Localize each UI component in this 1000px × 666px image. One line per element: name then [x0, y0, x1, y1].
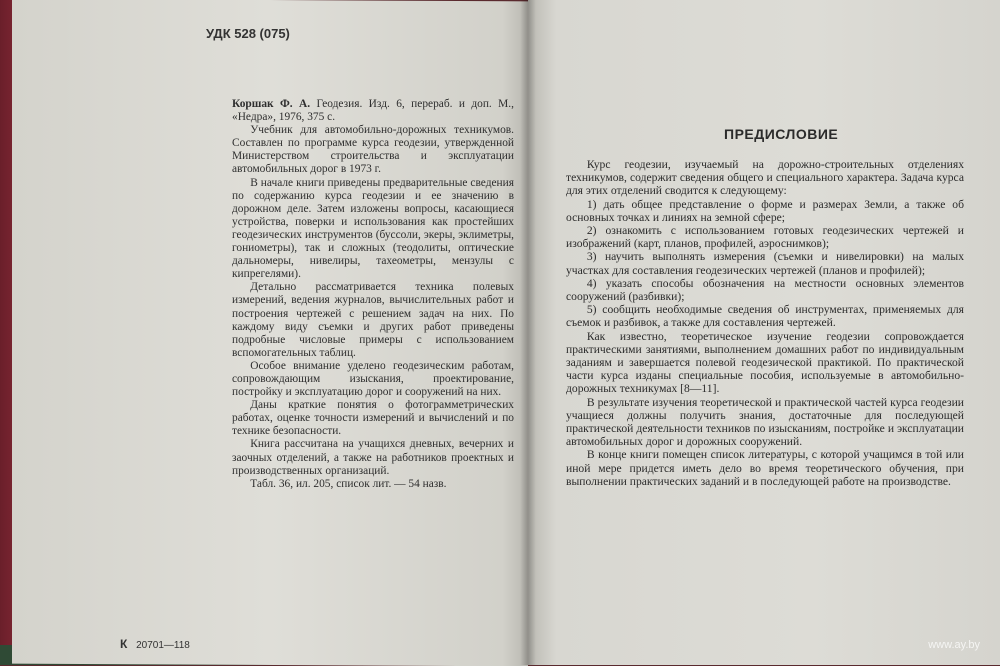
imprint-code: 20701—118 — [136, 640, 190, 651]
preface-list-item: 2) ознакомить с использованием готовых геодезических чертежей и изображений (карт, планов, профилей, аэроснимков); — [566, 224, 964, 251]
book-gutter — [520, 0, 536, 665]
bibliographic-abstract — [232, 98, 514, 491]
preface-paragraph: В результате изучения теоретической и практической частей курса геодезии учащиеся должны получить знания, достаточные для последующей практической деятельности техников по изысканиям, постройке и эксплуатации автомобильных дорог и дорожных сооружений. — [566, 395, 964, 449]
author-name: Коршак Ф. А. — [232, 98, 311, 110]
abstract-paragraph: Даны краткие понятия о фотограмметрических работах, оценке точности измерений и вычислений и по технике безопасности. — [232, 399, 514, 438]
udk-code: УДК 528 (075) — [206, 26, 290, 41]
abstract-stats: Табл. 36, ил. 205, список лит. — 54 назв. — [250, 477, 447, 490]
preface-list-item: 5) сообщить необходимые сведения об инструментах, применяемых для съемок и разбивок, а также для составления чертежей. — [566, 303, 964, 330]
citation-text: Геодезия. Изд. 6, перераб. и доп. М., «Недра», 1976, 375 с. — [232, 98, 514, 124]
citation-line — [232, 98, 514, 124]
abstract-paragraph: Особое внимание уделено геодезическим работам, сопровождающим изыскания, проектирование, постройку и эксплуатацию дорог и сооружений на них. — [232, 359, 514, 399]
preface-body — [566, 158, 964, 488]
preface-list-item: 4) указать способы обозначения на местности основных элементов сооружений (разбивки); — [566, 276, 964, 304]
imprint — [120, 637, 190, 651]
preface-title: ПРЕДИСЛОВИЕ — [724, 126, 839, 142]
abstract-paragraph: В начале книги приведены предварительные сведения по содержанию курса геодезии и ее значению в дорожном деле. Затем изложены вопросы, касающиеся устройства, поверки и использования как простейших геодезических инструментов (буссоли, экеры, эклиметры, гониометры), так и сложных (теодолиты, оптические дальномеры, нивелиры, тахеометры, мензулы с кипрегелями). — [232, 176, 514, 281]
preface-paragraph: В конце книги помещен список литературы, с которой учащимся в той или иной мере придется иметь дело во время теоретического обучения, при выполнении практических заданий и в последующей работе на производстве. — [566, 448, 964, 488]
abstract-paragraph: Детально рассматривается техника полевых измерений, ведения журналов, вычислительных работ и построения чертежей с решением задач на них. По каждому виду съемки и других работ приведены подробные числовые примеры с использованием вспомогательных таблиц. — [232, 281, 514, 359]
abstract-paragraph: Учебник для автомобильно-дорожных техникумов. Составлен по программе курса геодезии, утвержденной Министерством строительства и эксплуатации автомобильных дорог в 1973 г. — [232, 124, 514, 176]
preface-paragraph: Как известно, теоретическое изучение геодезии сопровождается практическими занятиями, выполнением домашних работ по индивидуальным заданиям и завершается полевой геодезической практикой. По практической части курса изданы специальные пособия, используемые в автомобильно-дорожных техникумах [8—11]. — [566, 329, 964, 396]
preface-paragraph: Курс геодезии, изучаемый на дорожно-строительных отделениях техникумов, содержит сведения общего и специального характера. Задача курса для этих отделений сводится к следующему: — [566, 158, 964, 198]
imprint-letter: К — [120, 637, 128, 651]
abstract-paragraph: Книга рассчитана на учащихся дневных, вечерних и заочных отделений, а также на работников проектных и производственных организаций. — [232, 438, 514, 477]
preface-list-item: 1) дать общее представление о форме и размерах Земли, а также об основных точках и линиях на земной сфере; — [566, 197, 964, 224]
preface-list-item: 3) научить выполнять измерения (съемки и нивелировки) на малых участках для составления геодезических чертежей (планов и профилей); — [566, 250, 964, 277]
watermark: www.ay.by — [928, 639, 980, 651]
